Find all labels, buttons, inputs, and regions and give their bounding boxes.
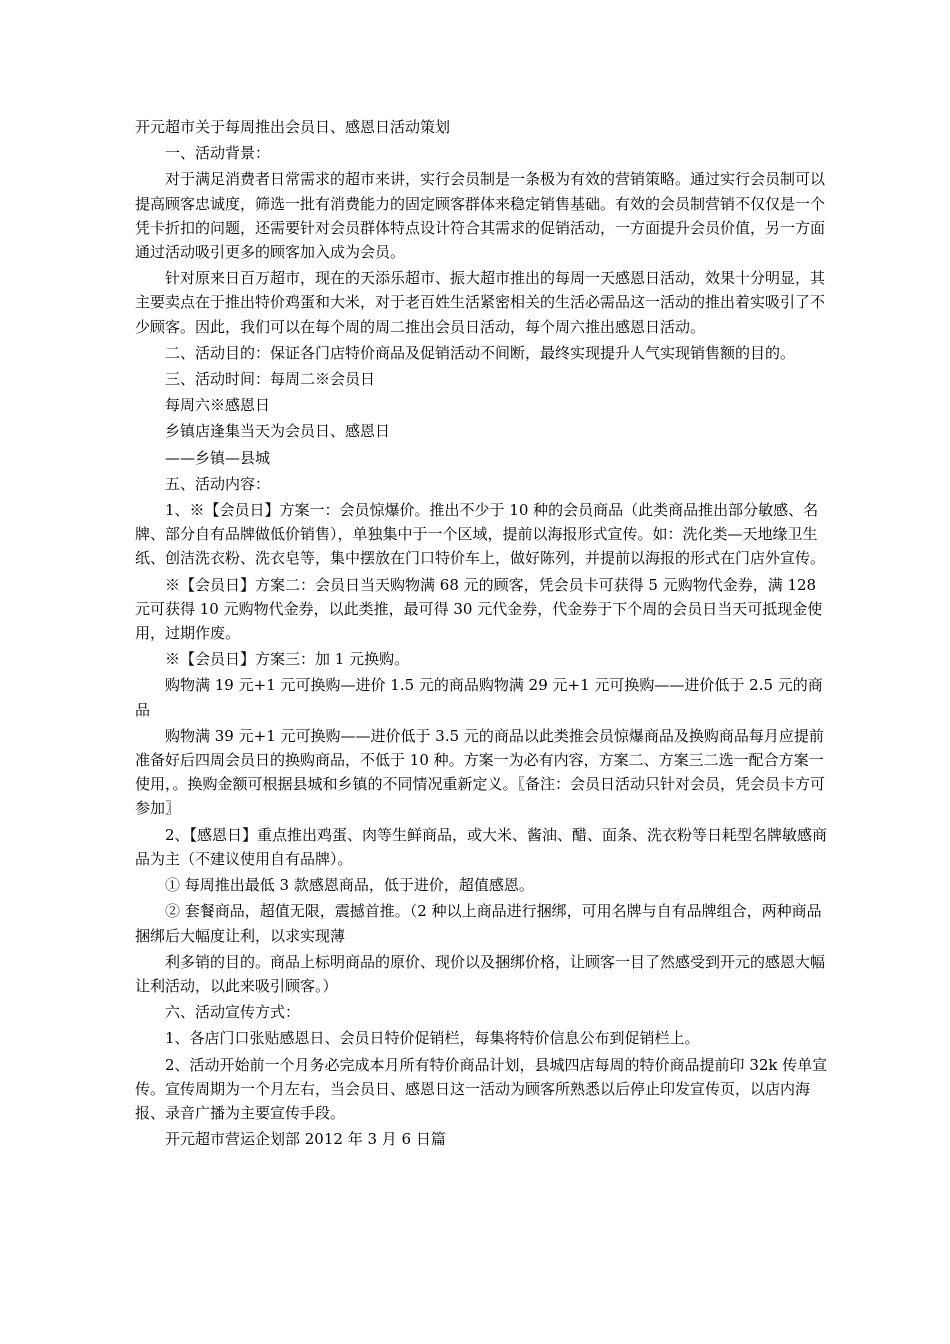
paragraph: 针对原来日百万超市，现在的天添乐超市、振大超市推出的每周一天感恩日活动，效果十分明显，其主要卖点在于推出特价鸡蛋和大米，对于老百姓生活紧密相关的生活必需品这一活动的推出着实吸引了不少顾客。因此，我们可以在每个周的周二推出会员日活动，每个周六推出感恩日活动。	[135, 269, 826, 336]
paragraph: 一、活动背景：	[165, 144, 271, 163]
paragraph: 三、活动时间：每周二※会员日	[165, 370, 376, 389]
paragraph: 六、活动宣传方式：	[165, 1003, 301, 1022]
paragraph: 2、【感恩日】重点推出鸡蛋、肉等生鲜商品，或大米、酱油、醋、面条、洗衣粉等日耗型名牌敏感商品为主（不建议使用自有品牌）。	[135, 825, 828, 868]
paragraph: 对于满足消费者日常需求的超市来讲，实行会员制是一条极为有效的营销策略。通过实行会员制可以提高顾客忠诚度，筛选一批有消费能力的固定顾客群体来稳定销售基础。有效的会员制营销不仅仅是一个凭卡折扣的问题，还需要针对会员群体特点设计符合其需求的促销活动，一方面提升会员价值，另一方面通过活动吸引更多的顾客加入成为会员。	[135, 170, 826, 262]
document-body	[135, 141, 828, 1151]
paragraph: 开元超市营运企划部 2012 年 3 月 6 日篇	[165, 1130, 446, 1149]
paragraph: 每周六※感恩日	[165, 396, 271, 415]
paragraph: ——乡镇—县城	[165, 448, 271, 467]
paragraph: ※【会员日】方案二：会员日当天购物满 68 元的顾客，凭会员卡可获得 5 元购物代金券，满 128 元可获得 10 元购物代金券，以此类推，最可得 30 元代金券，代金券于下个周的会员日当天可抵现金使用，过期作废。	[135, 575, 823, 643]
paragraph: 五、活动内容：	[165, 474, 271, 493]
paragraph: 利多销的目的。商品上标明商品的原价、现价以及捆绑价格，让顾客一目了然感受到开元的感恩大幅让利活动，以此来吸引顾客。）	[135, 952, 826, 995]
paragraph: ① 每周推出最低 3 款感恩商品，低于进价，超值感恩。	[165, 876, 534, 895]
paragraph: 1、※【会员日】方案一：会员惊爆价。推出不少于 10 种的会员商品（此类商品推出部分敏感、名牌、部分自有品牌做低价销售），单独集中于一个区域，提前以海报形式宣传。如：洗化类—天地缘卫生纸、创洁洗衣粉、洗衣皂等，集中摆放在门口特价车上，做好陈列，并提前以海报的形式在门店外宣传。	[135, 501, 826, 568]
paragraph: 购物满 19 元+1 元可换购—进价 1.5 元的商品购物满 29 元+1 元可换购——进价低于 2.5 元的商品	[135, 676, 823, 719]
paragraph: ② 套餐商品，超值无限，震撼首推。（2 种以上商品进行捆绑，可用名牌与自有品牌组合，两种商品捆绑后大幅度让利，以求实现薄	[135, 902, 822, 945]
paragraph: 二、活动目的：保证各门店特价商品及促销活动不间断，最终实现提升人气实现销售额的目的。	[165, 343, 796, 362]
paragraph: ※【会员日】方案三：加 1 元换购。	[165, 650, 410, 669]
paragraph: 购物满 39 元+1 元可换购——进价低于 3.5 元的商品以此类推会员惊爆商品及换购商品每月应提前准备好后四周会员日的换购商品，不低于 10 种。方案一为必有内容，方案二、方案三二选一配合方案一使用，。换购金额可根据县城和乡镇的不同情况重新定义。〖备注：会员日活动只针对会员，凭会员卡方可参加〗	[135, 726, 826, 818]
paragraph: 2、活动开始前一个月务必完成本月所有特价商品计划，县城四店每周的特价商品提前印 32k 传单宣传。宣传周期为一个月左右，当会员日、感恩日这一活动为顾客所熟悉以后停止印发宣传页，以店内海报、录音广播为主要宣传手段。	[135, 1055, 828, 1122]
document-title: 开元超市关于每周推出会员日、感恩日活动策划	[135, 118, 451, 136]
paragraph: 乡镇店逢集当天为会员日、感恩日	[165, 422, 391, 441]
paragraph: 1、各店门口张贴感恩日、会员日特价促销栏，每集将特价信息公布到促销栏上。	[165, 1029, 700, 1048]
